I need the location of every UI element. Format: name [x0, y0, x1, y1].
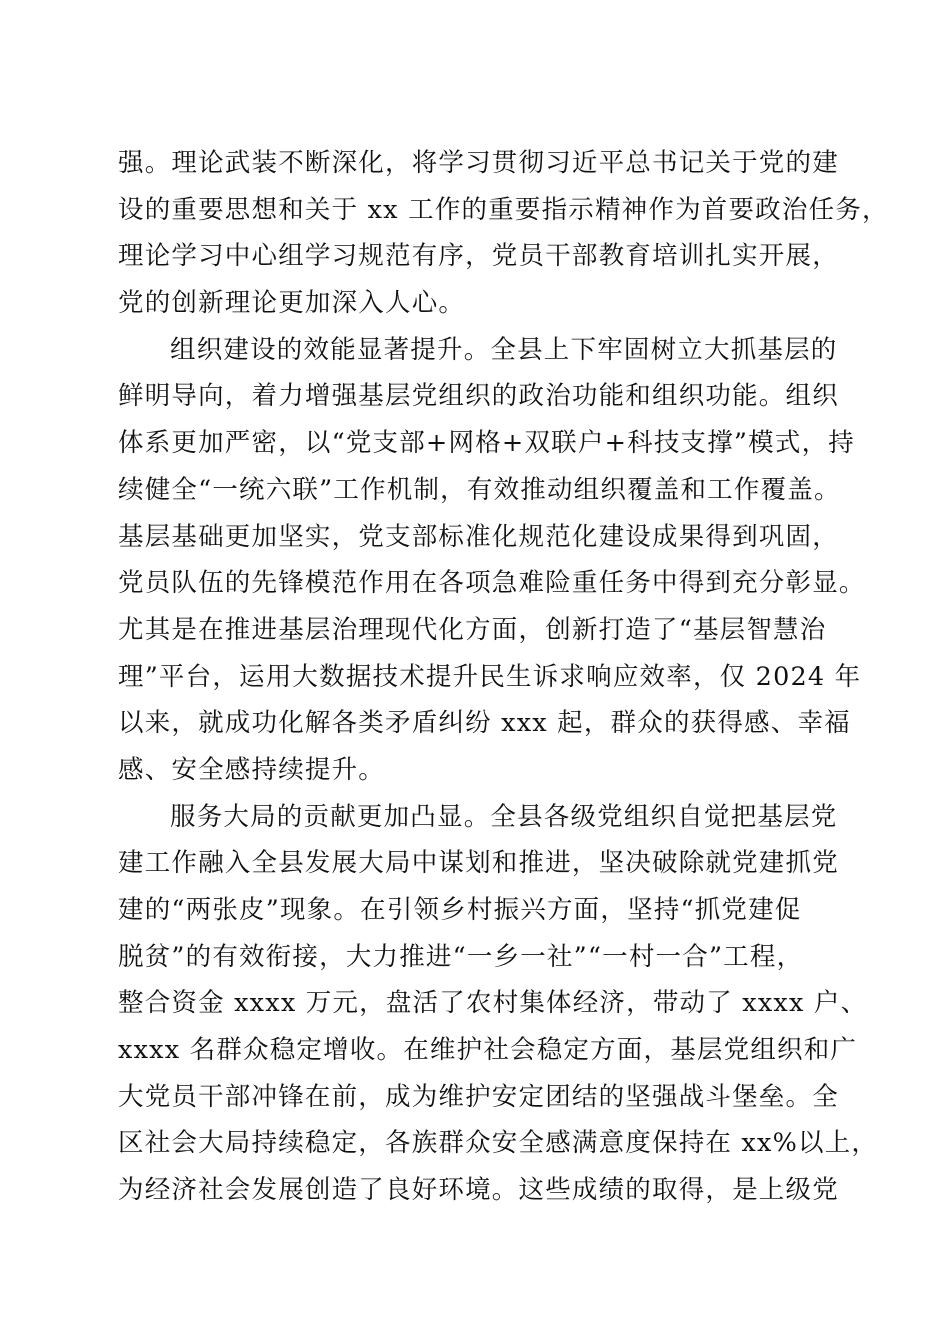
text-line: 理”平台，运用大数据技术提升民生诉求响应效率，仅 2024 年 [118, 661, 862, 692]
text-line: 强。理论武装不断深化，将学习贯彻习近平总书记关于党的建 [118, 148, 839, 178]
body-text [118, 140, 889, 1214]
text-line: 服务大局的贡献更加凸显。全县各级党组织自觉把基层党 [170, 801, 838, 832]
text-line: 建的“两张皮”现象。在引领乡村振兴方面，坚持“抓党建促 [118, 895, 802, 925]
text-line: 党员队伍的先锋模范作用在各项急难险重任务中得到充分彰显。 [118, 568, 866, 599]
text-line: xxxx 名群众稳定增收。在维护社会稳定方面，基层党组织和广 [118, 1035, 858, 1066]
text-line: 脱贫”的有效衔接，大力推进“一乡一社”“一村一合”工程， [118, 941, 804, 972]
text-line: 组织建设的效能显著提升。全县上下牢固树立大抓基层的 [170, 334, 838, 365]
text-line: 鲜明导向，着力增强基层党组织的政治功能和组织功能。组织 [118, 381, 839, 412]
paragraph-service [118, 794, 879, 1214]
text-line: 党的创新理论更加深入人心。 [118, 288, 466, 319]
text-line: 整合资金 xxxx 万元，盘活了农村集体经济，带动了 xxxx 户、 [118, 988, 868, 1019]
text-line: 感、安全感持续提升。 [118, 754, 386, 785]
paragraph-theory [118, 140, 889, 327]
text-line: 区社会大局持续稳定，各族群众安全感满意度保持在 xx%以上， [118, 1128, 879, 1159]
text-line: 以来，就成功化解各类矛盾纠纷 xxx 起，群众的获得感、幸福 [118, 708, 851, 739]
text-line: 基层基础更加坚实，党支部标准化规范化建设成果得到巩固， [118, 521, 839, 552]
text-line: 理论学习中心组学习规范有序，党员干部教育培训扎实开展， [118, 241, 839, 272]
text-line: 续健全“一统六联”工作机制，有效推动组织覆盖和工作覆盖。 [118, 474, 841, 505]
text-line: 尤其是在推进基层治理现代化方面，创新打造了“基层智慧治 [118, 614, 827, 645]
text-line: 建工作融入全县发展大局中谋划和推进，坚决破除就党建抓党 [118, 848, 839, 879]
text-line: 为经济社会发展创造了良好环境。这些成绩的取得，是上级党 [118, 1175, 839, 1206]
paragraph-organization [118, 327, 866, 794]
text-line: 设的重要思想和关于 xx 工作的重要指示精神作为首要政治任务， [118, 194, 889, 225]
text-line: 大党员干部冲锋在前，成为维护安定团结的坚强战斗堡垒。全 [118, 1081, 839, 1112]
text-line: 体系更加严密，以“党支部+网格+双联户+科技支撑”模式，持 [118, 428, 855, 459]
